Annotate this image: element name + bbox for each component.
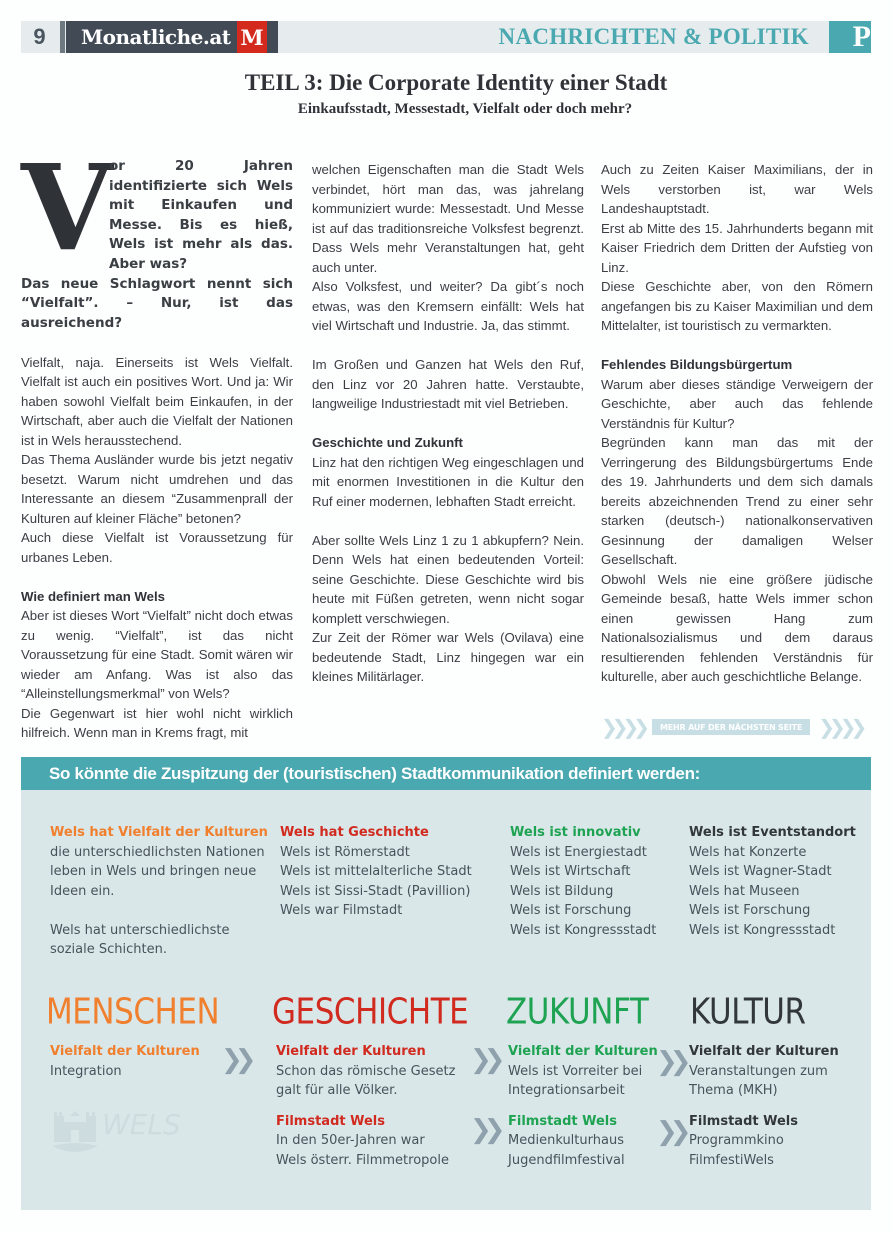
group-line: Wels ist Wagner-Stadt [689,864,832,879]
group-line: soziale Schichten. [50,942,167,957]
paragraph: Erst ab Mitte des 15. Jahrhunderts begann mit Kaiser Friedrich dem Dritten der Aufstieg von Linz. [601,220,873,275]
double-chevron-right-icon: ❯❯ [656,1047,684,1077]
paragraph: Die Gegenwart ist hier wohl nicht wirklich hilfreich. Wenn man in Krems fragt, mit [21,705,293,741]
group-line: Wels ist Energiestadt [510,844,647,860]
paragraph: Das Thema Ausländer wurde bis jetzt negativ besetzt. Warum nicht umdrehen und das Interessante an diesem “Zusammenprall der Kulturen auf kleiner Fläche” betonen? [21,452,293,526]
wels-logo [50,1108,181,1160]
paragraph: Also Volksfest, und weiter? Da gibt´s noch etwas, was den Kremsern einfällt: Wels hat viel Wirtschaft und Industrie. Ja, das stimmt. [312,279,584,333]
double-chevron-right-icon: ❯❯ [470,1115,498,1145]
paragraph: Linz hat den richtigen Weg eingeschlagen und mit enormen Investitionen in die Kultur den Ruf einer modernen, lebhaften Stadt erreicht. [312,454,584,509]
pillar-menschen: MENSCHEN [46,991,220,1033]
detail-heading: Vielfalt der Kulturen [689,1044,839,1059]
detail-heading: Filmstadt Wels [508,1113,617,1129]
castle-icon [50,1110,100,1156]
detail-kultur [689,1042,839,1170]
detail-line: Integration [50,1063,122,1079]
infobox-group-geschichte [280,823,472,921]
group-heading: Wels ist innovativ [510,825,641,840]
detail-geschichte [276,1042,455,1170]
article-title: TEIL 3: Die Corporate Identity einer Stadt [244,70,668,95]
double-chevron-right-icon: ❯❯ [656,1117,684,1147]
subheading: Geschichte und Zukunft [312,435,463,450]
group-line: Wels ist Kongressstadt [510,922,657,938]
continue-label: MEHR AUF DER NÄCHSTEN SEITE [652,719,810,735]
detail-heading: Vielfalt der Kulturen [276,1044,426,1059]
detail-line: FilmfestiWels [689,1152,774,1168]
article-subtitle: Einkaufsstadt, Messestadt, Vielfalt oder doch mehr? [297,101,633,117]
page-header [21,21,871,53]
detail-line: Wels ist Vorreiter bei [508,1063,643,1079]
group-heading: Wels ist Eventstandort [689,825,856,840]
pillar-geschichte: GESCHICHTE [272,991,469,1033]
group-line: leben in Wels und bringen neue [50,864,257,879]
page-number: 9 [33,24,46,49]
group-heading: Wels hat Vielfalt der Kulturen [50,825,268,840]
double-chevron-right-icon: ❯❯ [470,1045,498,1075]
detail-heading: Vielfalt der Kulturen [508,1044,658,1059]
paragraph: Warum aber dieses ständige Verweigern der Geschichte, aber auch das fehlende Verständnis für Kultur? [601,376,873,431]
paragraph: Zur Zeit der Römer war Wels (Ovilava) eine bedeutende Stadt, Linz hingegen war ein kleines Militärlager. [312,630,584,684]
detail-heading: Filmstadt Wels [689,1113,798,1129]
dropcap: V [21,138,113,277]
paragraph: Vielfalt, naja. Einerseits ist Wels Vielfalt. Vielfalt ist auch ein positives Wort. Und ja: Wir haben sowohl Vielfalt beim Einkaufen, in der Wirtschaft, aber auch die Vielfalt der Nationen ist in Wels herausstechend. [21,354,293,448]
detail-line: Jugendfilmfestival [508,1152,625,1168]
group-line: Wels ist Römerstadt [280,844,410,860]
brand-logo-icon: M [237,21,267,53]
group-line: Wels ist mittelalterliche Stadt [280,864,472,879]
group-line: Wels ist Forschung [689,903,811,918]
group-heading: Wels hat Geschichte [280,825,429,840]
detail-line: Wels österr. Filmmetropole [276,1152,449,1168]
brand-name: Monatliche.at [81,25,231,49]
brand-bar [66,21,278,53]
infobox-group-zukunft [510,823,656,940]
infobox-title: So könnte die Zuspitzung der (touristischen) Stadtkommunikation definiert werden: [21,757,871,790]
pillar-kultur: KULTUR [690,991,806,1033]
group-line: Wels hat Museen [689,883,800,899]
chevrons-right-icon: ❯❯❯❯ [818,715,862,739]
group-line: Wels ist Forschung [510,903,632,918]
detail-line: Programmkino [689,1133,784,1148]
infobox-group-menschen [50,823,268,960]
detail-line: Medienkulturhaus [508,1133,624,1148]
group-line: Wels hat unterschiedlichste [50,922,230,938]
detail-line: Schon das römische Gesetz [276,1063,456,1079]
header-divider [60,21,65,53]
group-line: Wels ist Wirtschaft [510,864,631,879]
paragraph: Begründen kann man das mit der Verringerung des Bildungsbürgertums Ende des 19. Jahrhunderts und dem sich damals bereits abzeichnenden Trend zu einer sehr starken (deutsch-) nationalkonservativen Gesinnung der damaligen Welser Gesellschaft. [601,435,873,567]
group-line: Wels ist Sissi-Stadt (Pavillion) [280,883,471,899]
detail-heading: Vielfalt der Kulturen [50,1044,200,1059]
group-line: Wels ist Bildung [510,883,614,899]
paragraph: welchen Eigenschaften man die Stadt Wels verbindet, hört man das, was jahrelang kommuniziert wurde: Messestadt. Und Messe ist auf das traditionsreiche Volksfest begrenzt. Dass Wels mehr Veranstaltungen hat, geht auch unter. [312,162,584,275]
detail-line: galt für alle Völker. [276,1083,398,1098]
detail-heading: Filmstadt Wels [276,1113,385,1129]
paragraph: Diese Geschichte aber, von den Römern angefangen bis zu Kaiser Maximilian und dem Mittelalter, ist touristisch zu vermarkten. [601,279,873,333]
lead-question: Das neue Schlagwort nennt sich “Vielfalt”. – Nur, ist das ausreichend? [21,275,293,331]
paragraph: Auch diese Vielfalt ist Voraussetzung für urbanes Leben. [21,530,293,565]
detail-line: Thema (MKH) [689,1083,778,1098]
group-line: Ideen ein. [50,883,115,899]
section-badge: P [829,21,871,53]
paragraph: Obwohl Wels nie eine größere jüdische Gemeinde besaß, hatte Wels immer schon einen gewissen Hang zum Nationalsozialismus und dem daraus resultierenden fehlenden Verständnis für kulturelle, aber auch geschichtliche Belange. [601,571,873,684]
detail-line: In den 50er-Jahren war [276,1133,425,1148]
double-chevron-right-icon: ❯❯ [221,1045,249,1075]
detail-line: Integrationsarbeit [508,1083,625,1098]
lead-paragraph: or 20 Jahren identifizierte sich Wels mit Einkaufen und Messe. Bis es hieß, Wels ist mehr als das. Aber was? [109,158,293,272]
infobox-group-kultur [689,823,856,940]
pillar-zukunft: ZUKUNFT [506,991,649,1033]
subheading: Wie definiert man Wels [21,588,165,604]
chevrons-right-icon: ❯❯❯❯ [601,715,645,739]
detail-line: Veranstaltungen zum [689,1063,828,1079]
detail-zukunft [508,1042,658,1170]
group-line: Wels war Filmstadt [280,903,403,918]
paragraph: Auch zu Zeiten Kaiser Maximilians, der in Wels verstorben ist, war Wels Landeshauptstadt. [601,162,873,216]
continue-next-page-link[interactable] [601,715,871,739]
group-line: Wels ist Kongressstadt [689,922,836,938]
paragraph: Im Großen und Ganzen hat Wels den Ruf, den Linz vor 20 Jahren hatte. Verstaubte, langweilige Industriestadt mit viel Betrieben. [312,357,584,411]
paragraph: Aber ist dieses Wort “Vielfalt” nicht doch etwas zu wenig. “Vielfalt”, ist das nicht Voraussetzung für eine Stadt. Somit wären wir wieder am Anfang. Was ist also das “Alleinstellungsmerkmal” von Wels? [21,608,293,702]
article-column-2 [312,160,584,687]
group-line: Wels hat Konzerte [689,844,807,860]
group-line: die unterschiedlichsten Nationen [50,844,265,860]
detail-menschen [50,1042,200,1081]
logo-text: WELS [102,1108,181,1141]
subheading: Fehlendes Bildungsbürgertum [601,357,793,372]
article-column-1 [21,138,293,743]
section-title: NACHRICHTEN & POLITIK [498,24,809,49]
paragraph: Aber sollte Wels Linz 1 zu 1 abkupfern? Nein. Denn Wels hat einen bedeutenden Vorteil: seine Geschichte. Diese Geschichte wird bis heute mit Füßen getreten, wenn nicht sogar komplett verschwiegen. [312,532,584,626]
article-column-3 [601,160,873,687]
